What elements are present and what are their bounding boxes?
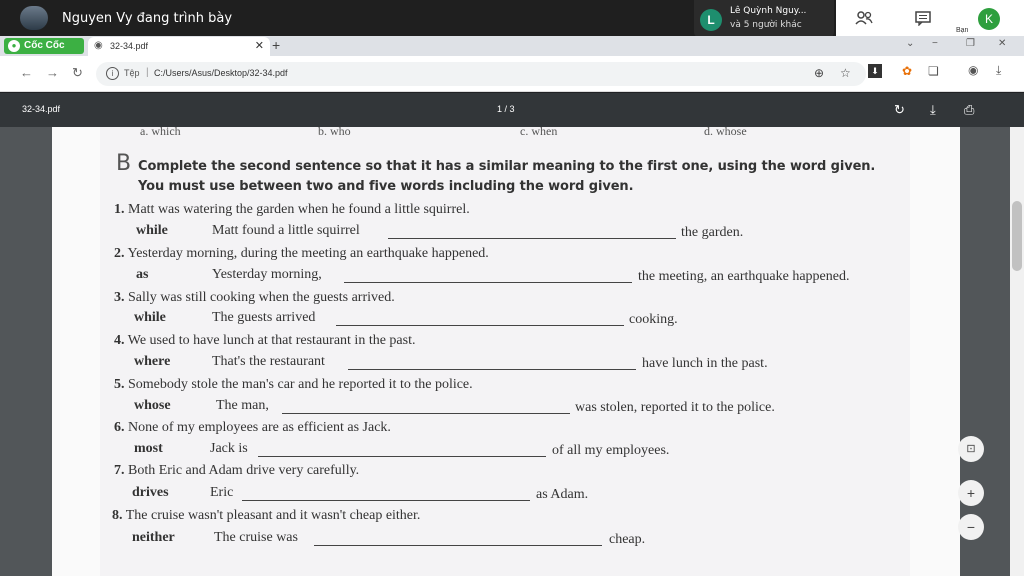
url-text[interactable]: C:/Users/Asus/Desktop/32-34.pdf: [154, 68, 288, 78]
answer-blank-3: [336, 325, 624, 326]
bookmark-star-icon[interactable]: ☆: [840, 66, 851, 80]
answer-blank-4: [348, 369, 636, 370]
option-c: c. when: [520, 127, 558, 138]
url-scheme: Tệp: [124, 68, 140, 78]
keyword-2: as: [136, 267, 149, 282]
answer-start-6: Jack is: [210, 441, 248, 456]
answer-blank-7: [242, 500, 530, 501]
answer-start-1: Matt found a little squirrel: [212, 223, 360, 238]
pdf-title: 32-34.pdf: [22, 104, 61, 114]
presenter-status: Nguyen Vy đang trình bày: [62, 11, 233, 26]
answer-blank-1: [388, 238, 676, 239]
profile-icon[interactable]: ◉: [968, 63, 979, 77]
question-2: 2. Yesterday morning, during the meeting an earthquake happened.: [114, 246, 489, 261]
answer-start-2: Yesterday morning,: [212, 267, 322, 282]
pdf-toolbar: [0, 93, 1024, 127]
participant-card[interactable]: [694, 0, 834, 38]
answer-blank-5: [282, 413, 570, 414]
download-pdf-icon[interactable]: ⬇: [868, 64, 882, 78]
keyword-6: most: [134, 441, 163, 456]
question-7: 7. Both Eric and Adam drive very carefully.: [114, 463, 360, 478]
extensions-puzzle-icon[interactable]: ❏: [928, 64, 939, 78]
answer-end-4: have lunch in the past.: [642, 356, 768, 371]
tab-pdf[interactable]: [88, 37, 270, 56]
zoom-in-icon[interactable]: +: [958, 480, 984, 506]
keyword-8: neither: [132, 530, 175, 545]
answer-start-4: That's the restaurant: [212, 354, 325, 369]
brand-label: Cốc Cốc: [24, 40, 65, 51]
address-bar[interactable]: [96, 62, 866, 86]
globe-icon: ◉: [94, 40, 103, 51]
meeting-bar: [0, 0, 1024, 36]
question-3: 3. Sally was still cooking when the guests arrived.: [114, 290, 395, 305]
participant-name: Lê Quỳnh Nguy...: [730, 6, 807, 16]
new-tab-button[interactable]: +: [272, 37, 281, 53]
question-8: 8. The cruise wasn't pleasant and it wasn't cheap either.: [112, 508, 421, 523]
pdf-download-icon[interactable]: ⤓: [930, 102, 936, 117]
answer-end-2: the meeting, an earthquake happened.: [638, 269, 850, 284]
section-letter: B: [116, 151, 132, 176]
people-icon[interactable]: [854, 10, 874, 28]
presenter-avatar: [20, 6, 48, 30]
downloads-icon[interactable]: ⤓: [996, 63, 1002, 77]
question-5: 5. Somebody stole the man's car and he reported it to the police.: [114, 377, 473, 392]
extension-icon[interactable]: ✿: [902, 64, 913, 78]
self-avatar[interactable]: K: [978, 8, 1000, 30]
question-6: 6. None of my employees are as efficient as Jack.: [114, 420, 391, 435]
option-a: a. which: [140, 127, 181, 138]
answer-end-6: of all my employees.: [552, 443, 670, 458]
option-d: d. whose: [704, 127, 747, 138]
answer-start-5: The man,: [216, 398, 269, 413]
close-tab-icon[interactable]: ✕: [254, 40, 264, 52]
tab-title: 32-34.pdf: [110, 41, 149, 51]
participant-count: và 5 người khác: [730, 20, 802, 30]
browser-brand-button[interactable]: [4, 38, 84, 54]
answer-blank-2: [344, 282, 632, 283]
browser-toolbar: [0, 56, 1024, 92]
question-1: 1. Matt was watering the garden when he found a little squirrel.: [114, 202, 470, 217]
minimize-icon[interactable]: −: [932, 38, 938, 49]
rotate-icon[interactable]: ↻: [894, 102, 905, 117]
close-window-icon[interactable]: ✕: [998, 38, 1007, 49]
answer-end-1: the garden.: [681, 225, 744, 240]
forward-icon[interactable]: →: [46, 65, 59, 80]
tab-search-icon[interactable]: ⌄: [906, 38, 915, 49]
restore-icon[interactable]: ❐: [966, 38, 975, 49]
fit-page-icon[interactable]: ⊡: [958, 436, 984, 462]
scrollbar-thumb[interactable]: [1012, 201, 1022, 271]
keyword-5: whose: [134, 398, 171, 413]
keyword-7: drives: [132, 485, 169, 500]
pdf-page: [52, 127, 960, 576]
keyword-3: while: [134, 310, 166, 325]
answer-end-8: cheap.: [609, 532, 646, 547]
print-icon[interactable]: ⎙: [964, 102, 975, 117]
tab-strip: [0, 36, 1024, 56]
back-icon[interactable]: ←: [20, 65, 33, 80]
answer-end-5: was stolen, reported it to the police.: [575, 400, 775, 415]
chat-icon[interactable]: [913, 10, 933, 28]
answer-end-7: as Adam.: [536, 487, 589, 502]
zoom-icon[interactable]: ⊕: [814, 66, 825, 80]
scrollbar[interactable]: [1010, 127, 1024, 576]
option-b: b. who: [318, 127, 351, 138]
keyword-1: while: [136, 223, 168, 238]
question-4: 4. We used to have lunch at that restaurant in the past.: [114, 333, 416, 348]
reload-icon[interactable]: ↻: [72, 65, 83, 80]
zoom-out-icon[interactable]: −: [958, 514, 984, 540]
instruction-line-2: You must use between two and five words including the word given.: [138, 179, 634, 194]
instruction-line-1: Complete the second sentence so that it has a similar meaning to the first one, using the word given.: [138, 159, 876, 174]
answer-start-8: The cruise was: [214, 530, 298, 545]
participant-avatar: L: [700, 9, 722, 31]
url-divider: |: [146, 67, 149, 78]
answer-blank-8: [314, 545, 602, 546]
answer-blank-6: [258, 456, 546, 457]
self-label: Bạn: [956, 27, 969, 34]
keyword-4: where: [134, 354, 171, 369]
pdf-page-indicator[interactable]: 1 / 3: [497, 104, 515, 114]
answer-end-3: cooking.: [629, 312, 678, 327]
answer-start-7: Eric: [210, 485, 234, 500]
coccoc-logo-icon: ●: [8, 40, 20, 52]
site-info-icon[interactable]: i: [106, 67, 119, 80]
answer-start-3: The guests arrived: [212, 310, 316, 325]
